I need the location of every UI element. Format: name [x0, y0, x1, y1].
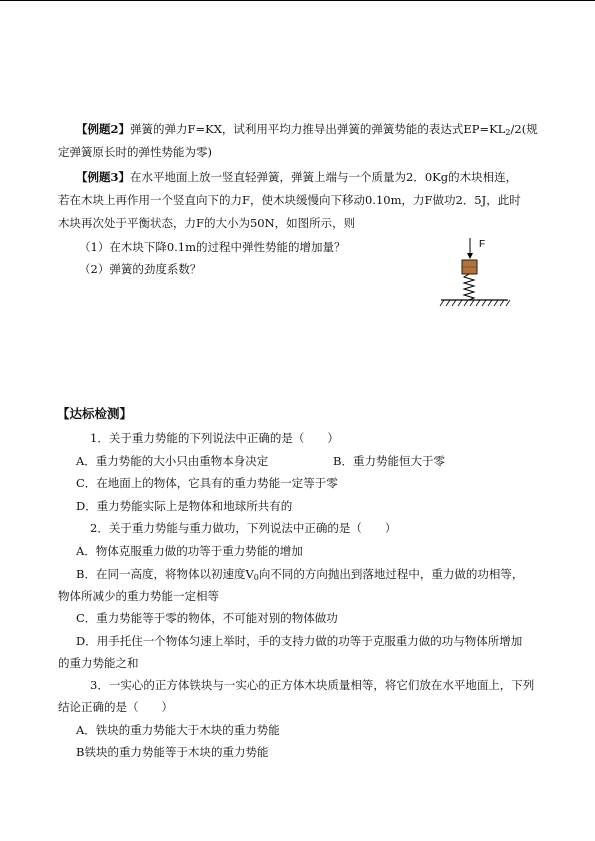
q2-option-d-line2: 的重力势能之和	[58, 656, 139, 670]
example2-subscript: 2	[505, 128, 511, 137]
example2-tag: 【例题2】	[76, 122, 131, 136]
spring-coil	[464, 274, 474, 300]
q2-option-c: C．重力势能等于零的物体，不可能对别的物体做功	[76, 611, 338, 625]
example3-line1	[76, 170, 517, 184]
example2-text-tail: /2(规	[510, 122, 538, 136]
q3-stem-line1: 3．一实心的正方体铁块与一实心的正方体木块质量相等，将它们放在水平地面上，下列	[90, 678, 535, 692]
q2-option-b-line1	[76, 567, 523, 581]
spring-block-figure	[436, 236, 516, 310]
q1-option-c: C．在地面上的物体，它具有的重力势能一定等于零	[76, 476, 338, 490]
ground-hatching	[440, 300, 510, 306]
example2-text-main: 弹簧的弹力F=KX，试利用平均力推导出弹簧的弹簧势能的表达式EP=KL	[130, 122, 506, 136]
example2-line1	[76, 122, 538, 136]
q1-option-b: B．重力势能恒大于零	[333, 454, 445, 468]
q3-option-a: A．铁块的重力势能大于木块的重力势能	[76, 723, 280, 737]
force-label: F	[479, 239, 486, 250]
q2-option-b-line2: 物体所减少的重力势能一定相等	[58, 589, 219, 603]
q2-b-post: 向不同的方向抛出到落地过程中，重力做的功相等，	[258, 567, 524, 581]
page-top-border	[0, 0, 595, 1]
q2-option-a: A．物体克服重力做的功等于重力势能的增加	[76, 544, 303, 558]
example3-tag: 【例题3】	[76, 170, 131, 184]
example3-text: 在水平地面上放一竖直轻弹簧，弹簧上端与一个质量为2．0Kg的木块相连，	[130, 170, 518, 184]
q2-stem: 2．关于重力势能与重力做功，下列说法中正确的是（ ）	[90, 521, 397, 535]
q1-stem: 1．关于重力势能的下列说法中正确的是（ ）	[90, 431, 339, 445]
q2-option-d-line1: D．用手托住一个物体匀速上举时，手的支持力做的功等于克服重力做的功与物体所增加	[76, 634, 523, 648]
q1-option-d: D．重力势能实际上是物体和地球所共有的	[76, 499, 293, 513]
q2-b-pre: B．在同一高度，将物体以初速度V	[76, 567, 254, 581]
q1-option-a: A．重力势能的大小只由重物本身决定	[76, 454, 269, 468]
section-title: 【达标检测】	[57, 406, 133, 421]
q2-b-subscript: 0	[253, 573, 259, 582]
q3-option-b: B铁块的重力势能等于木块的重力势能	[76, 745, 269, 759]
example3-line3: 木块再次处于平衡状态，力F的大小为50N，如图所示，则	[58, 216, 356, 230]
example3-question1: （1）在木块下降0.1m的过程中弹性势能的增加量？	[79, 240, 346, 254]
example3-question2: （2）弹簧的劲度系数？	[79, 262, 202, 276]
force-arrowhead	[467, 253, 473, 259]
example2-line2: 定弹簧原长时的弹性势能为零)	[58, 145, 212, 159]
example3-line2: 若在木块上再作用一个竖直向下的力F，使木块缓慢向下移动0.10m，力F做功2．5J，此时	[58, 193, 521, 207]
q3-stem-line2: 结论正确的是（ ）	[58, 700, 173, 714]
